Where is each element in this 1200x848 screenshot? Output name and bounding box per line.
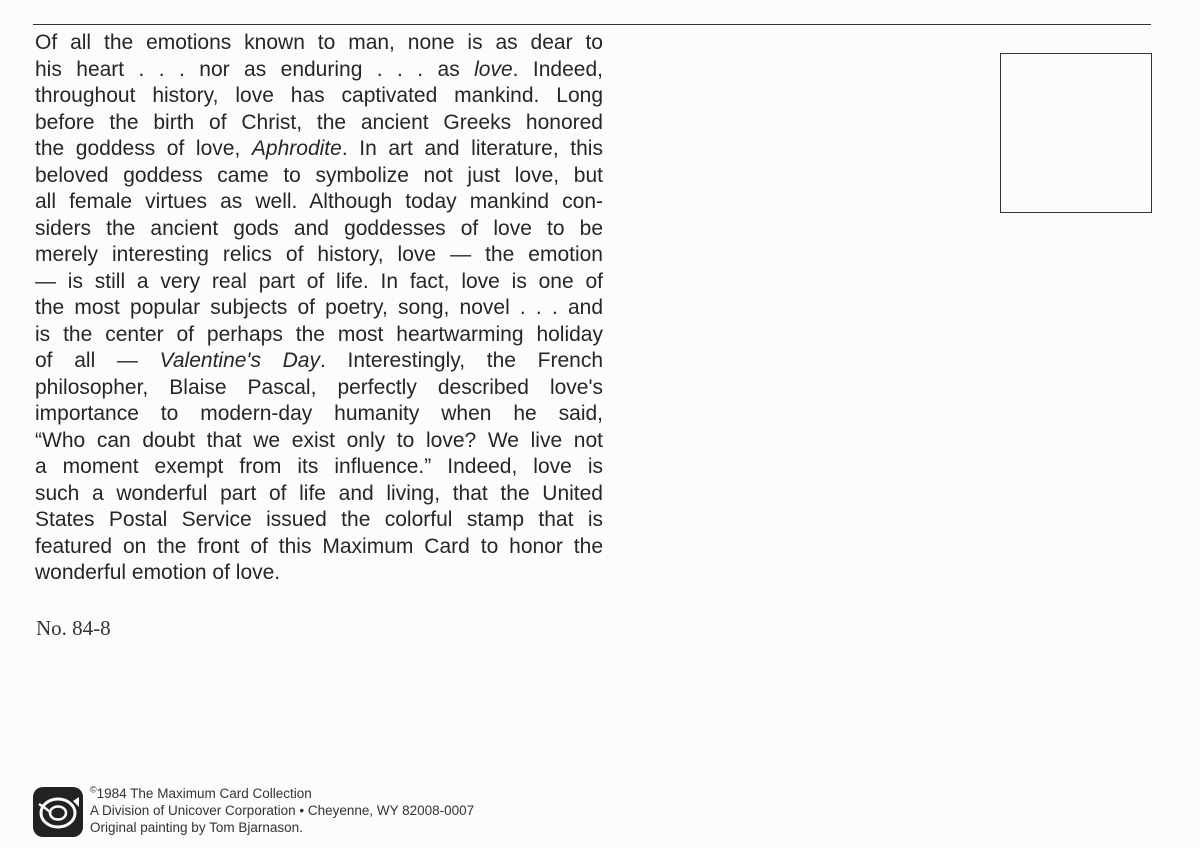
paragraph-line: such a wonderful part of life and living, that the United: [35, 481, 603, 505]
top-divider-line: [33, 24, 1151, 25]
paragraph-line: — is still a very real part of life. In fact, love is one of: [35, 269, 603, 293]
paragraph-line: importance to modern-day humanity when he said,: [35, 402, 603, 425]
paragraph-line: before the birth of Christ, the ancient Greeks honored: [35, 110, 603, 134]
stamp-placement-box: [1000, 53, 1152, 213]
description-paragraph: [35, 30, 603, 587]
paragraph-line: wonderful emotion of love.: [35, 561, 281, 584]
paragraph-line: a moment exempt from its influence.” Indeed, love is: [35, 455, 603, 478]
copyright-symbol: ©: [90, 784, 97, 795]
copyright-line: ©1984 The Maximum Card Collection: [90, 784, 312, 801]
paragraph-line: Of all the emotions known to man, none is as dear to: [35, 31, 603, 54]
painting-credit: Original painting by Tom Bjarnason.: [90, 820, 303, 835]
text-fragment: the goddess of love,: [35, 137, 252, 160]
italic-phrase: love: [474, 57, 513, 81]
paragraph-line: [35, 57, 603, 84]
publisher-credits: [90, 785, 474, 836]
publisher-footer: [33, 785, 553, 839]
paragraph-line: merely interesting relics of history, love — the emotion: [35, 243, 603, 266]
text-fragment: . Interestingly, the French: [320, 349, 604, 372]
italic-phrase: Aphrodite: [251, 137, 342, 160]
text-fragment: his heart . . . nor as enduring . . . as: [35, 57, 475, 81]
paragraph-line: is the center of perhaps the most heartwarming holiday: [35, 322, 603, 346]
card-number: No. 84-8: [36, 616, 111, 640]
paragraph-line: throughout history, love has captivated mankind. Long: [35, 84, 603, 107]
italic-phrase: Valentine's Day: [159, 349, 320, 372]
paragraph-line: all female virtues as well. Although today mankind con-: [35, 190, 603, 213]
text-fragment: . In art and literature, this: [341, 137, 603, 160]
text-fragment: of all —: [35, 349, 160, 372]
paragraph-line: philosopher, Blaise Pascal, perfectly described love's: [35, 375, 603, 399]
paragraph-line: featured on the front of this Maximum Card to honor the: [35, 534, 603, 558]
paragraph-line: “Who can doubt that we exist only to love? We live not: [35, 428, 603, 452]
paragraph-line: beloved goddess came to symbolize not just love, but: [35, 163, 603, 187]
text-fragment: . Indeed,: [512, 57, 603, 81]
paragraph-line: the most popular subjects of poetry, song, novel . . . and: [35, 296, 603, 319]
division-line: A Division of Unicover Corporation • Cheyenne, WY 82008-0007: [90, 803, 475, 818]
paragraph-line: States Postal Service issued the colorful stamp that is: [35, 508, 603, 531]
paragraph-line: [35, 136, 603, 163]
posthorn-logo-icon: [33, 787, 83, 837]
paragraph-line: [35, 348, 603, 375]
paragraph-line: siders the ancient gods and goddesses of love to be: [35, 216, 603, 240]
